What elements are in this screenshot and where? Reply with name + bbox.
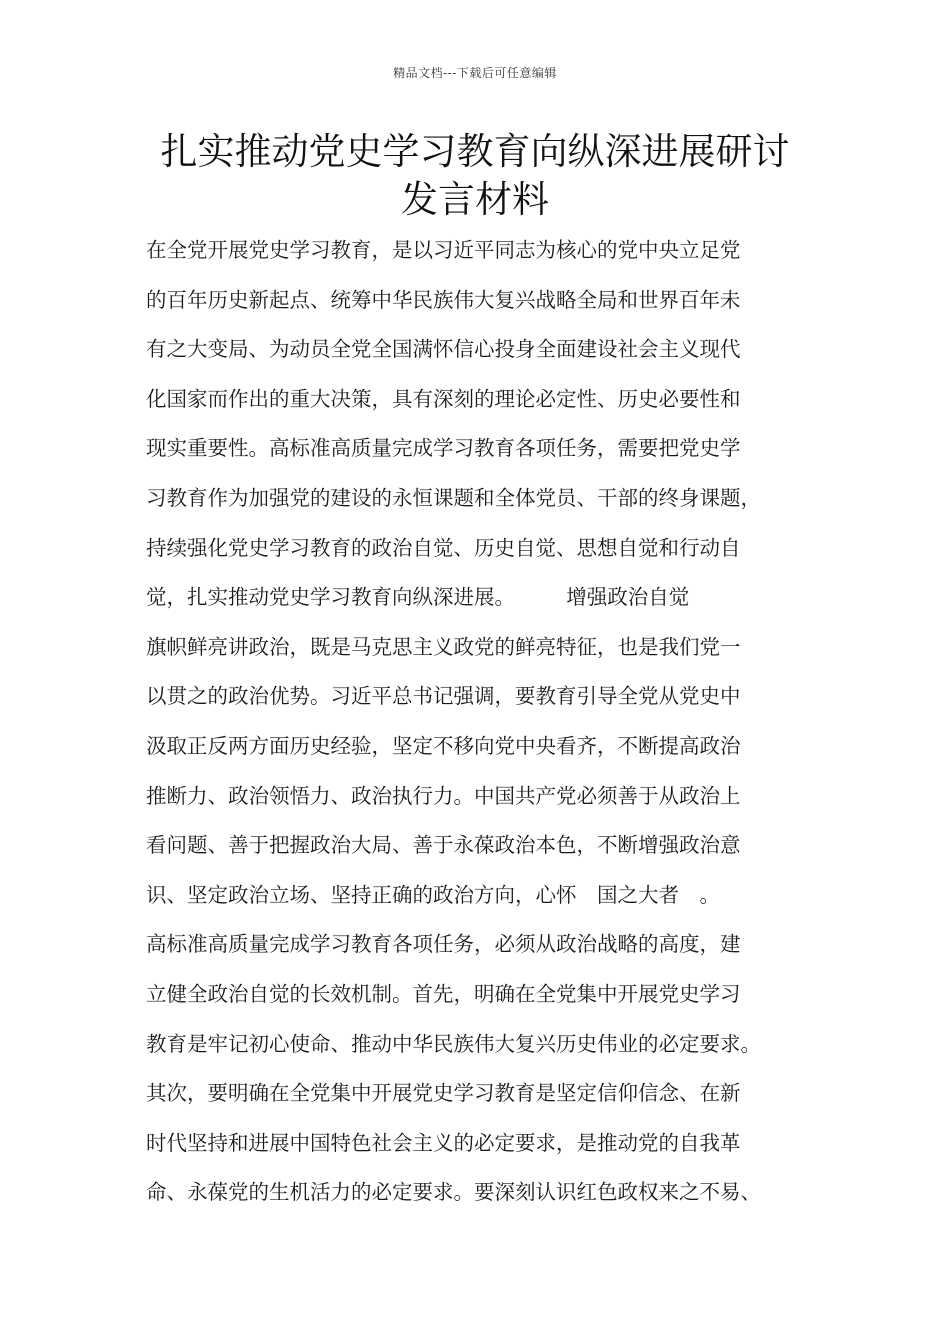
body-line: 时代坚持和进展中国特色社会主义的必定要求，是推动党的自我革 (146, 1130, 741, 1155)
body-line: 在全党开展党史学习教育，是以习近平同志为核心的党中央立足党 (146, 238, 741, 262)
body-line: 汲取正反两方面历史经验，坚定不移向党中央看齐，不断提高政治 (146, 733, 741, 758)
title-line: 发言材料 (401, 178, 549, 221)
body-line: 有之大变局、为动员全党全国满怀信心投身全面建设社会主义现代 (146, 337, 741, 362)
body-line: 教育是牢记初心使命、推动中华民族伟大复兴历史伟业的必定要求。 (146, 1031, 761, 1056)
body-line: 习教育作为加强党的建设的永恒课题和全体党员、干部的终身课题， (146, 485, 761, 510)
body-line: 持续强化党史学习教育的政治自觉、历史自觉、思想自觉和行动自 (146, 535, 741, 560)
document-title (120, 128, 830, 224)
body-line: 化国家而作出的重大决策，具有深刻的理论必定性、历史必要性和 (146, 386, 741, 411)
body-line: 推断力、政治领悟力、政治执行力。中国共产党必须善于从政治上 (146, 783, 741, 808)
body-line: 高标准高质量完成学习教育各项任务，必须从政治战略的高度，建 (146, 932, 741, 957)
document-body (146, 226, 836, 1218)
body-line: 现实重要性。高标准高质量完成学习教育各项任务，需要把党史学 (146, 436, 741, 461)
body-line: 觉，扎实推动党史学习教育向纵深进展。 增强政治自觉 (146, 585, 690, 610)
body-line: 命、永葆党的生机活力的必定要求。要深刻认识红色政权来之不易、 (146, 1180, 761, 1205)
body-line: 立健全政治自觉的长效机制。首先，明确在全党集中开展党史学习 (146, 981, 741, 1006)
body-line: 其次，要明确在全党集中开展党史学习教育是坚定信仰信念、在新 (146, 1081, 741, 1106)
body-line: 的百年历史新起点、统筹中华民族伟大复兴战略全局和世界百年未 (146, 287, 741, 312)
body-line: 看问题、善于把握政治大局、善于永葆政治本色，不断增强政治意 (146, 833, 741, 858)
page-header-note: 精品文档---下载后可任意编辑 (393, 66, 557, 80)
title-line: 扎实推动党史学习教育向纵深进展研讨 (160, 130, 790, 173)
body-line: 旗帜鲜亮讲政治，既是马克思主义政党的鲜亮特征，也是我们党一 (146, 634, 741, 659)
body-line: 识、坚定政治立场、坚持正确的政治方向，心怀 国之大者 。 (146, 882, 720, 907)
body-line: 以贯之的政治优势。习近平总书记强调，要教育引导全党从党史中 (146, 684, 741, 709)
